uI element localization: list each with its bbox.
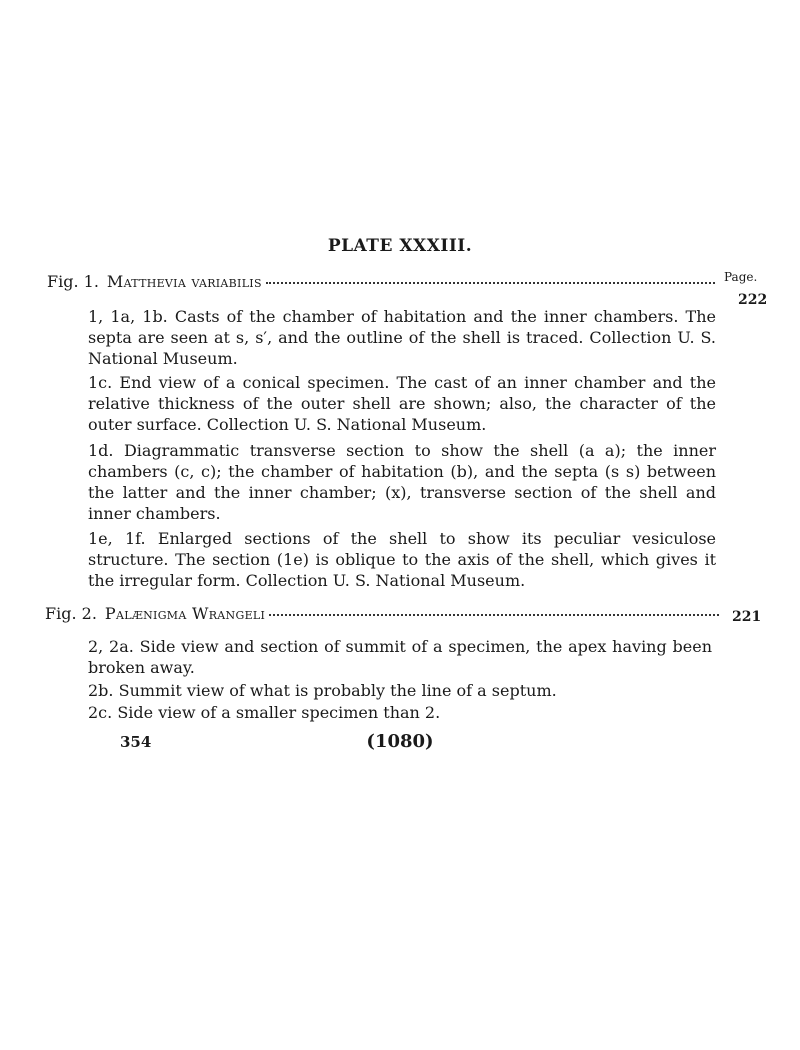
page-column-label: Page.: [724, 270, 758, 284]
entry-lead: 1, 1a, 1b.: [88, 307, 168, 326]
figure-1-heading: [47, 272, 715, 291]
entry-text: Side view and section of summit of a specimen, the apex having been broken away.: [88, 637, 712, 677]
species-name: Palænigma Wrangeli: [104, 604, 266, 623]
entry-lead: 2b.: [88, 681, 114, 700]
figure-entry: [88, 636, 712, 678]
plate-title: PLATE XXXIII.: [327, 236, 473, 256]
page-number: 354: [120, 733, 152, 751]
species-name: Matthevia variabilis: [106, 272, 262, 291]
entry-text: Diagrammatic transverse section to show the shell (a a); the inner chambers (c, c); the chamber of habitation (b), and the septa (s s) between the latter and the inner chamber; (x), transverse section of the shell and inner chambers.: [88, 441, 716, 523]
figure-entry: [88, 528, 716, 591]
entry-lead: 2, 2a.: [88, 637, 134, 656]
figure-entry: [88, 440, 716, 524]
entry-text: Side view of a smaller specimen than 2.: [117, 703, 441, 722]
figure-entry: [88, 306, 716, 369]
entry-text: Casts of the chamber of habitation and the inner chambers. The septa are seen at s, s′, and the outline of the shell is traced. Collection U. S. National Museum.: [88, 307, 717, 368]
figure-entry: [88, 680, 712, 701]
footer-center-number: (1080): [366, 731, 434, 752]
entry-text: Enlarged sections of the shell to show its peculiar vesiculose structure. The section (1e) is oblique to the axis of the shell, which gives it the irregular form. Collection U. S. National Museum.: [88, 529, 716, 590]
entry-lead: 2c.: [88, 703, 113, 722]
entry-text: End view of a conical specimen. The cast of an inner chamber and the relative thickness of the outer shell are shown; also, the character of the outer surface. Collection U. S. National Museum.: [88, 373, 717, 434]
leader-dots: [269, 614, 719, 616]
entry-lead: 1c.: [88, 373, 113, 392]
figure-entry: [88, 372, 716, 435]
figure-number: Fig. 2.: [45, 604, 97, 623]
figure-2-heading: [45, 604, 719, 623]
figure-entry: [88, 702, 712, 723]
entry-text: Summit view of what is probably the line of a septum.: [118, 681, 557, 700]
figure-number: Fig. 1.: [47, 272, 99, 291]
figure-2-page: 221: [732, 609, 762, 625]
entry-lead: 1e, 1f.: [88, 529, 146, 548]
figure-1-page: 222: [738, 292, 768, 308]
leader-dots: [266, 282, 715, 284]
entry-lead: 1d.: [88, 441, 114, 460]
